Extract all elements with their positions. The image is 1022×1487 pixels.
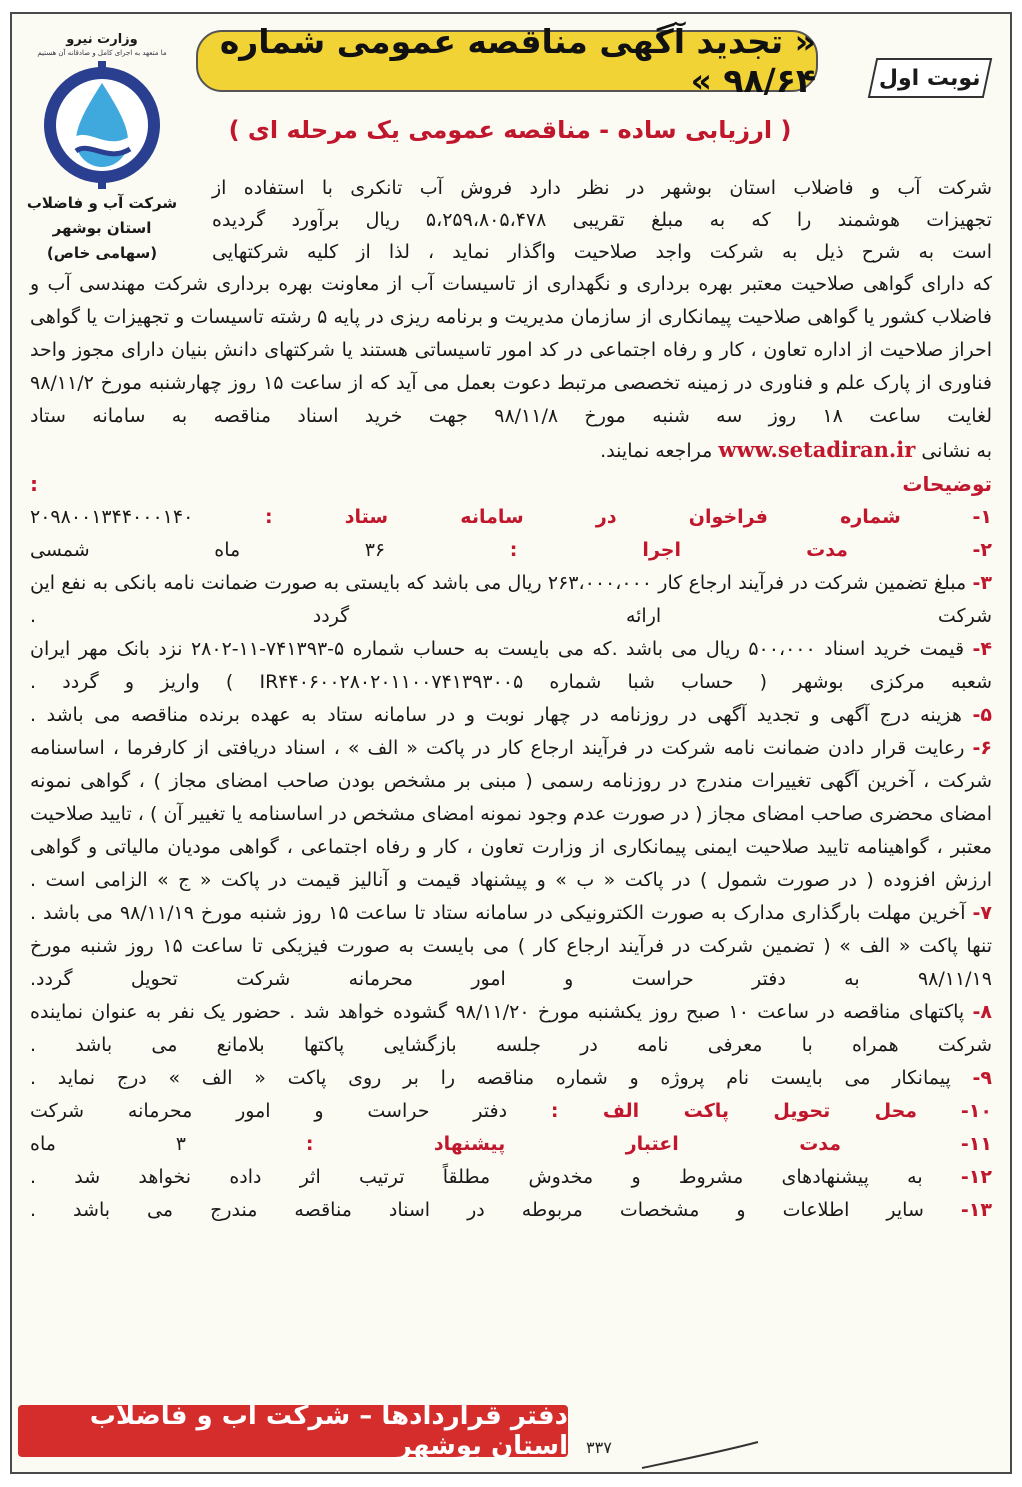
water-drop-wave-icon <box>32 61 172 189</box>
note-item: ۱۳- سایر اطلاعات و مشخصات مربوطه در اسناد مناقصه مندرج می باشد . <box>30 1199 992 1221</box>
intro-line-2: تجهیزات هوشمند را که به مبلغ تقریبی ۵،۲۵۹،۸۰۵،۴۷۸ ریال برآورد گردیده <box>212 209 992 231</box>
note-item: ۷- آخرین مهلت بارگذاری مدارک به صورت الکترونیکی در سامانه ستاد تا ساعت ۱۵ روز شنبه مورخ ۹۸/۱۱/۱۹ می باشد . تنها پاکت « الف » ( تضمین شرکت در فرآیند ارجاع کار ) می بایست به صورت فیزیکی تا ساعت ۱۵ روز شنبه مورخ ۹۸/۱۱/۱۹ به دفتر حراست و امور محرمانه شرکت تحویل گردد. <box>30 902 992 990</box>
intro-rest: که دارای گواهی صلاحیت معتبر بهره برداری و نگهداری از تاسیسات آب از معاونت بهره برداری شرکت مهندسی آب و فاضلاب کشور یا گواهی صلاحیت پیمانکاری از سازمان مدیریت و برنامه ریزی در پایه ۵ رشته تاسیسات و تجهیزات یا گواهی احراز صلاحیت از اداره تعاون ، کار و رفاه اجتماعی در کد امور تاسیساتی هستند یا شرکتهای دانش بنیان دارای مجوز واحد فناوری از پارک علم و فناوری در زمینه تخصصی مرتبط دعوت بعمل می آید که از ساعت ۱۵ روز چهارشنبه مورخ ۹۸/۱۱/۲ لغایت ساعت ۱۸ روز سه شنبه مورخ ۹۸/۱۱/۸ جهت خرید اسناد مناقصه به سامانه ستاد <box>30 273 992 427</box>
page-number: ۳۳۷ <box>586 1438 612 1457</box>
note-item: ۱۰- محل تحویل پاکت الف : دفتر حراست و امور محرمانه شرکت <box>30 1100 992 1122</box>
footer-contracts-office: دفتر قراردادها – شرکت آب و فاضلاب استان بوشهر <box>18 1405 568 1457</box>
notice-body <box>30 268 992 1227</box>
note-item: ۱- شماره فراخوان در سامانه ستاد : ۲۰۹۸۰۰۱۳۴۴۰۰۰۱۴۰ <box>30 506 992 528</box>
note-item: ۵- هزینه درج آگهی و تجدید آگهی در روزنامه در چهار نوبت و در سامانه ستاد به عهده برنده مناقصه می باشد . <box>30 704 992 726</box>
intro-line-1: شرکت آب و فاضلاب استان بوشهر در نظر دارد فروش آب تانکری با استفاده از <box>212 177 992 199</box>
note-item: ۲- مدت اجرا : ۳۶ ماه شمسی <box>30 539 992 561</box>
note-item: ۸- پاکتهای مناقصه در ساعت ۱۰ صبح روز یکشنبه مورخ ۹۸/۱۱/۲۰ گشوده خواهد شد . حضور یک نفر به عنوان نماینده شرکت همراه با معرفی نامه در جلسه بازگشایی پاکتها بلامانع می باشد . <box>30 1001 993 1056</box>
logo-slogan: ما متعهد به اجرای کامل و صادقانه آن هستیم <box>37 49 167 57</box>
company-name-line1: شرکت آب و فاضلاب <box>26 194 178 212</box>
notice-subtitle: ( ارزیابی ساده - مناقصه عمومی یک مرحله ای ) <box>228 116 792 144</box>
note-item: ۶- رعایت قرار دادن ضمانت نامه شرکت در فرآیند ارجاع کار در پاکت « الف » ، اسناد دریافتی از کارفرما ، اساسنامه شرکت ، آخرین آگهی تغییرات مندرج در روزنامه رسمی ( مبنی بر مشخص بودن صاحب امضای مجاز ) ، گواهی نمونه امضای محضری صاحب امضای مجاز ( در صورت عدم وجود نمونه امضای مشخص در اساسنامه یا تغییر آن ) ، تایید صلاحیت معتبر ، گواهینامه تایید صلاحیت ایمنی پیمانکاری از وزارت تعاون ، کار و رفاه اجتماعی ، گواهی مودیان مالیاتی و گواهی ارزش افزوده ( در صورت شمول ) در پاکت « ب » و پیشنهاد قیمت و آنالیز قیمت در پاکت « ج » الزامی است . <box>30 737 992 891</box>
company-name-line2: استان بوشهر <box>52 219 152 237</box>
pen-stroke-decoration <box>640 1440 760 1470</box>
ministry-name: وزارت نیرو <box>66 32 138 47</box>
company-name-line3: (سهامی خاص) <box>46 244 158 262</box>
note-item: ۳- مبلغ تضمین شرکت در فرآیند ارجاع کار ۲۶۳،۰۰۰،۰۰۰ ریال می باشد که بایستی به صورت ضمانت نامه بانکی به نفع این شرکت ارائه گردد . <box>30 572 992 627</box>
address-suffix: مراجعه نمایند. <box>600 440 713 462</box>
address-prefix: به نشانی <box>921 440 992 462</box>
intro-address <box>30 433 992 468</box>
round-tag-label: نوبت اول <box>879 65 981 91</box>
notes-heading: توضیحات : <box>30 472 992 496</box>
note-item: ۱۲- به پیشنهادهای مشروط و مخدوش مطلقاً ترتیب اثر داده نخواهد شد . <box>30 1166 992 1188</box>
website-link[interactable]: www.setadiran.ir <box>718 437 916 462</box>
round-tag <box>868 58 993 98</box>
note-item: ۱۱- مدت اعتبار پیشنهاد : ۳ ماه <box>30 1133 992 1155</box>
note-item: ۴- قیمت خرید اسناد ۵۰۰،۰۰۰ ریال می باشد .که می بایست به حساب شماره ۵-۷۴۱۳۹۳-۱۱-۲۸۰۲ نزد بانک مهر ایران شعبه مرکزی بوشهر ( حساب شبا شماره IR۴۴۰۶۰۰۲۸۰۲۰۱۱۰۰۷۴۱۳۹۳۰۰۵ ) واریز و گردد . <box>30 638 992 693</box>
notice-title: « تجدید آگهی مناقصه عمومی شماره ۹۸/۶۴ » <box>196 30 818 92</box>
intro-line-3: است به شرح ذیل به شرکت واجد صلاحیت واگذار نماید ، لذا از کلیه شرکتهایی <box>212 241 992 263</box>
note-item: ۹- پیمانکار می بایست نام پروژه و شماره مناقصه را بر روی پاکت « الف » درج نماید . <box>30 1067 992 1089</box>
company-logo-block <box>22 30 182 278</box>
intro-lines <box>212 172 992 268</box>
